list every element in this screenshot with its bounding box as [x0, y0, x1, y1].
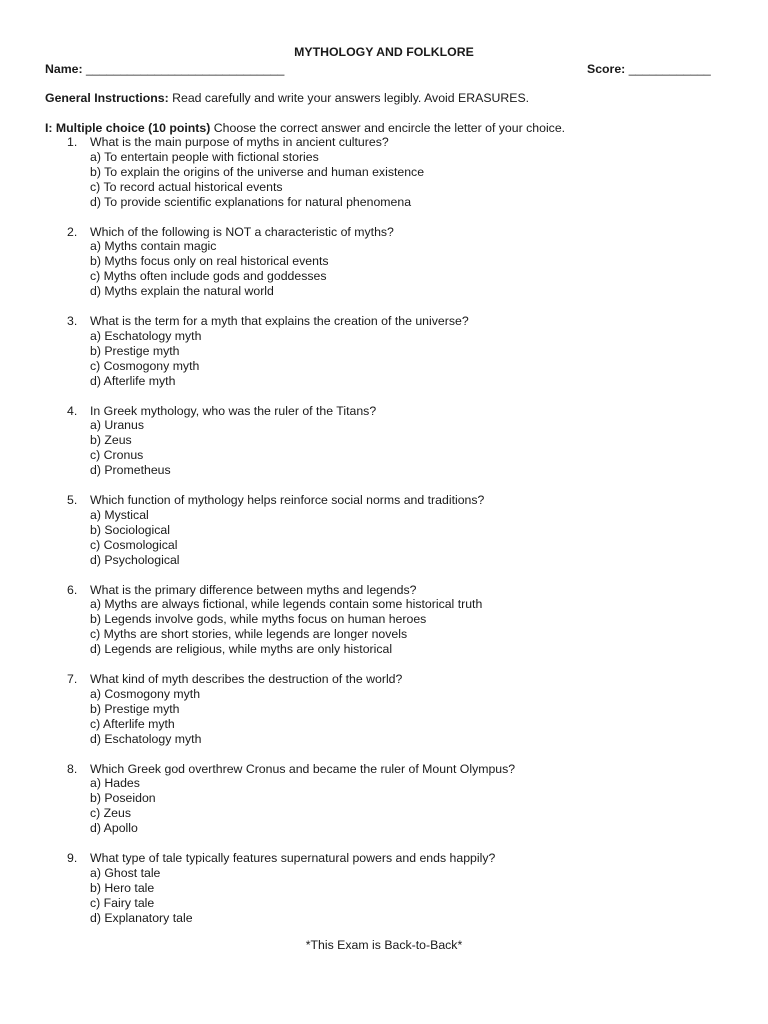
choice-list	[90, 418, 171, 478]
answer-choice[interactable]: a) Eschatology myth	[90, 328, 202, 343]
answer-choice[interactable]: b) Myths focus only on real historical events	[90, 254, 329, 269]
answer-choice[interactable]: a) Hades	[90, 776, 140, 791]
name-label: Name:	[45, 62, 83, 76]
answer-choice[interactable]: c) Cosmogony myth	[90, 358, 200, 373]
answer-choice[interactable]: c) Cronus	[90, 448, 144, 463]
score-field	[587, 61, 711, 77]
answer-choice[interactable]: d) Psychological	[90, 552, 180, 567]
question-number: 5.	[67, 493, 78, 507]
answer-choice[interactable]: d) Myths explain the natural world	[90, 284, 274, 299]
answer-choice[interactable]: b) Sociological	[90, 522, 170, 537]
answer-choice[interactable]: c) Myths are short stories, while legends are longer novels	[90, 627, 408, 642]
question-text: What type of tale typically features supernatural powers and ends happily?	[90, 851, 496, 865]
question-number: 2.	[67, 224, 78, 239]
question-item	[0, 762, 768, 852]
question-number: 3.	[67, 314, 78, 328]
question-number: 7.	[67, 672, 78, 686]
choice-list	[90, 239, 329, 299]
answer-choice[interactable]: b) Zeus	[90, 433, 132, 448]
section-heading	[45, 120, 565, 136]
answer-choice[interactable]: b) To explain the origins of the universe and human existence	[90, 164, 425, 179]
answer-choice[interactable]: b) Prestige myth	[90, 701, 180, 716]
choice-list	[90, 329, 201, 389]
back-to-back-note: *This Exam is Back-to-Back*	[305, 938, 463, 952]
name-field	[45, 61, 284, 77]
question-list	[0, 135, 768, 941]
question-text: Which Greek god overthrew Cronus and became the ruler of Mount Olympus?	[90, 761, 516, 776]
answer-choice[interactable]: d) Prometheus	[90, 463, 171, 478]
answer-choice[interactable]: a) Uranus	[90, 418, 144, 433]
question-item	[0, 135, 768, 225]
choice-list	[90, 687, 201, 747]
question-item	[0, 314, 768, 404]
question-number: 6.	[67, 582, 78, 597]
question-text: What is the main purpose of myths in ancient cultures?	[90, 135, 389, 149]
name-blank: _____________________________	[86, 62, 285, 76]
question-number: 8.	[67, 761, 78, 776]
choice-list	[90, 508, 180, 568]
answer-choice[interactable]: c) Afterlife myth	[90, 716, 175, 731]
instructions-label: General Instructions:	[45, 91, 169, 105]
answer-choice[interactable]: d) To provide scientific explanations for natural phenomena	[90, 194, 412, 209]
answer-choice[interactable]: a) Myths are always fictional, while legends contain some historical truth	[90, 597, 483, 612]
answer-choice[interactable]: d) Legends are religious, while myths are only historical	[90, 642, 393, 657]
question-item	[0, 583, 768, 673]
question-text: What kind of myth describes the destruction of the world?	[90, 672, 403, 686]
question-item	[0, 404, 768, 494]
answer-choice[interactable]: c) Fairy tale	[90, 895, 155, 910]
question-number: 9.	[67, 851, 78, 865]
answer-choice[interactable]: b) Prestige myth	[90, 343, 180, 358]
choice-list	[90, 776, 156, 836]
answer-choice[interactable]: a) Myths contain magic	[90, 239, 217, 254]
answer-choice[interactable]: b) Legends involve gods, while myths focus on human heroes	[90, 612, 427, 627]
answer-choice[interactable]: d) Explanatory tale	[90, 910, 193, 925]
answer-choice[interactable]: c) Cosmological	[90, 537, 178, 552]
choice-list	[90, 150, 424, 210]
choice-list	[90, 597, 482, 657]
question-item	[0, 225, 768, 315]
question-item	[0, 493, 768, 583]
answer-choice[interactable]: d) Afterlife myth	[90, 373, 176, 388]
question-text: What is the primary difference between myths and legends?	[90, 582, 417, 597]
instructions-text: Read carefully and write your answers legibly. Avoid ERASURES.	[168, 91, 530, 105]
score-blank: ____________	[628, 62, 711, 76]
choice-list	[90, 866, 193, 926]
question-item	[0, 851, 768, 941]
exam-title: MYTHOLOGY AND FOLKLORE	[294, 45, 474, 59]
answer-choice[interactable]: a) To entertain people with fictional stories	[90, 149, 319, 164]
answer-choice[interactable]: c) Zeus	[90, 806, 131, 821]
question-text: In Greek mythology, who was the ruler of the Titans?	[90, 403, 377, 418]
question-text: Which of the following is NOT a characteristic of myths?	[90, 224, 394, 239]
answer-choice[interactable]: d) Apollo	[90, 821, 138, 836]
question-number: 1.	[67, 135, 78, 149]
section-text: Choose the correct answer and encircle the letter of your choice.	[210, 121, 566, 135]
section-label: I: Multiple choice (10 points)	[45, 121, 211, 135]
score-label: Score:	[587, 62, 626, 76]
general-instructions	[45, 90, 529, 106]
answer-choice[interactable]: a) Mystical	[90, 507, 149, 522]
answer-choice[interactable]: a) Ghost tale	[90, 865, 161, 880]
answer-choice[interactable]: b) Hero tale	[90, 880, 155, 895]
answer-choice[interactable]: c) Myths often include gods and goddesses	[90, 269, 327, 284]
question-number: 4.	[67, 403, 78, 418]
question-text: What is the term for a myth that explains the creation of the universe?	[90, 314, 469, 328]
answer-choice[interactable]: b) Poseidon	[90, 791, 156, 806]
answer-choice[interactable]: a) Cosmogony myth	[90, 686, 201, 701]
question-text: Which function of mythology helps reinforce social norms and traditions?	[90, 493, 485, 507]
question-item	[0, 672, 768, 762]
answer-choice[interactable]: c) To record actual historical events	[90, 179, 283, 194]
answer-choice[interactable]: d) Eschatology myth	[90, 731, 202, 746]
